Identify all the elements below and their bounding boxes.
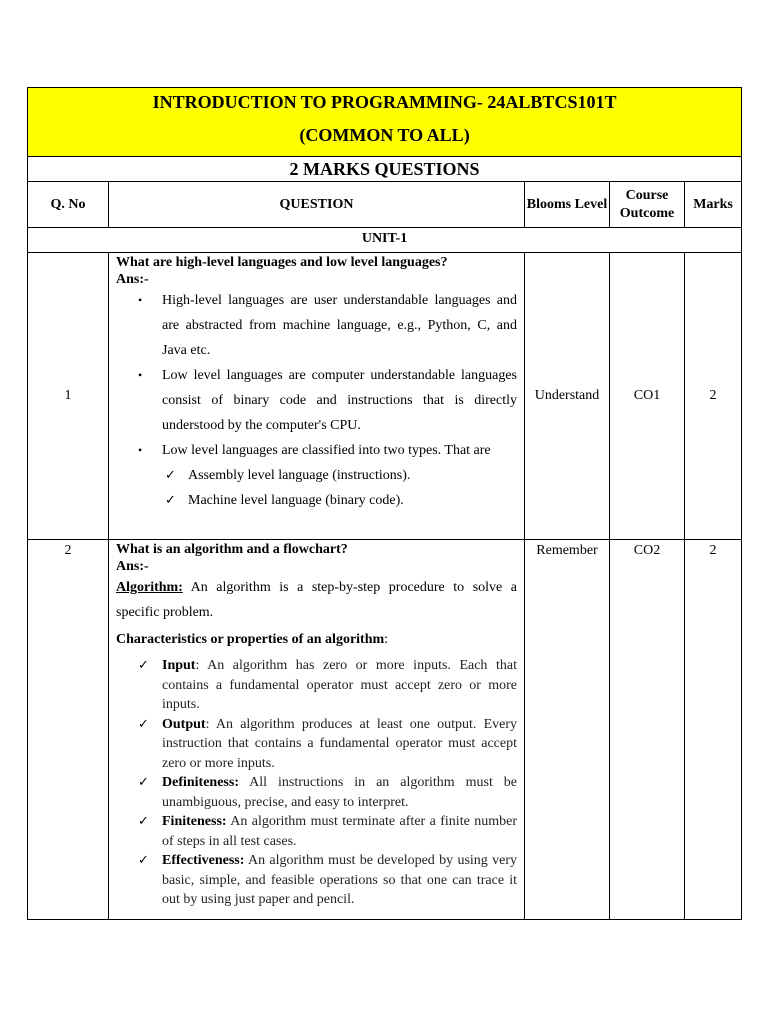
question-text: What is an algorithm and a flowchart? [116,542,348,557]
list-item: • High-level languages are user understandable languages and are abstracted from machine language, e.g., Python, C, and Java etc. [116,288,517,363]
col-header-blooms: Blooms Level [525,182,610,228]
list-item: ✓ Output: An algorithm produces at least one output. Every instruction that contains a fundamental operator must accept zero or more inputs. [138,716,517,771]
unit-heading: UNIT-1 [28,228,742,253]
list-item: • Low level languages are computer understandable languages consist of binary code and instructions that is directly understood by the computer's CPU. [116,363,517,438]
algorithm-definition: Algorithm: An algorithm is a step-by-step procedure to solve a specific problem. [116,580,517,620]
section-title: 2 MARKS QUESTIONS [28,157,742,182]
answer-check-list [116,463,517,513]
check-icon: ✓ [138,853,149,868]
table-row [28,540,742,920]
col-header-qno: Q. No [28,182,109,228]
list-item: ✓ Definiteness: All instructions in an algorithm must be unambiguous, precise, and easy to interpret. [138,775,517,810]
course-outcome: CO1 [610,253,685,540]
question-bank-page [27,87,741,920]
marks: 2 [685,253,742,540]
marks: 2 [685,540,742,920]
col-header-course-outcome: Course Outcome [610,182,685,228]
course-outcome: CO2 [610,540,685,920]
check-icon: ✓ [165,468,176,483]
list-item: ✓ Effectiveness: An algorithm must be developed by using very basic, simple, and feasible operations so that one can trace it out by using just paper and pencil. [138,853,517,907]
bullet-icon: • [138,368,143,382]
characteristics-heading: Characteristics or properties of an algorithm: [116,632,389,647]
check-icon: ✓ [138,658,149,673]
course-subtitle: (COMMON TO ALL) [299,125,470,145]
course-title: INTRODUCTION TO PROGRAMMING- 24ALBTCS101T [152,92,617,112]
bullet-icon: • [138,443,143,457]
list-item: • Low level languages are classified into two types. That are [116,438,517,463]
blooms-level: Remember [525,540,610,920]
question-text: What are high-level languages and low level languages? [116,255,448,270]
question-cell [109,540,525,920]
list-item: ✓ Input: An algorithm has zero or more inputs. Each that contains a fundamental operator must accept zero or more inputs. [138,658,517,712]
list-item: ✓ Finiteness: An algorithm must terminate after a finite number of steps in all test cases. [138,814,517,849]
title-banner [28,88,742,157]
col-header-marks: Marks [685,182,742,228]
question-number: 1 [28,253,109,540]
question-table [27,87,742,920]
list-item: ✓ Assembly level language (instructions). [116,463,517,488]
col-header-question: QUESTION [109,182,525,228]
properties-list [116,656,517,910]
answer-label: Ans:- [116,559,149,574]
question-number: 2 [28,540,109,920]
check-icon: ✓ [138,716,149,732]
check-icon: ✓ [165,493,176,508]
answer-label: Ans:- [116,272,149,287]
table-row [28,253,742,540]
bullet-icon: • [138,293,143,307]
list-item: ✓ Machine level language (binary code). [116,488,517,513]
blooms-level: Understand [525,253,610,540]
check-icon: ✓ [138,814,149,829]
answer-bullet-list [116,288,517,463]
algorithm-label: Algorithm: [116,580,183,595]
question-cell [109,253,525,540]
check-icon: ✓ [138,775,149,790]
table-header-row [28,182,742,228]
